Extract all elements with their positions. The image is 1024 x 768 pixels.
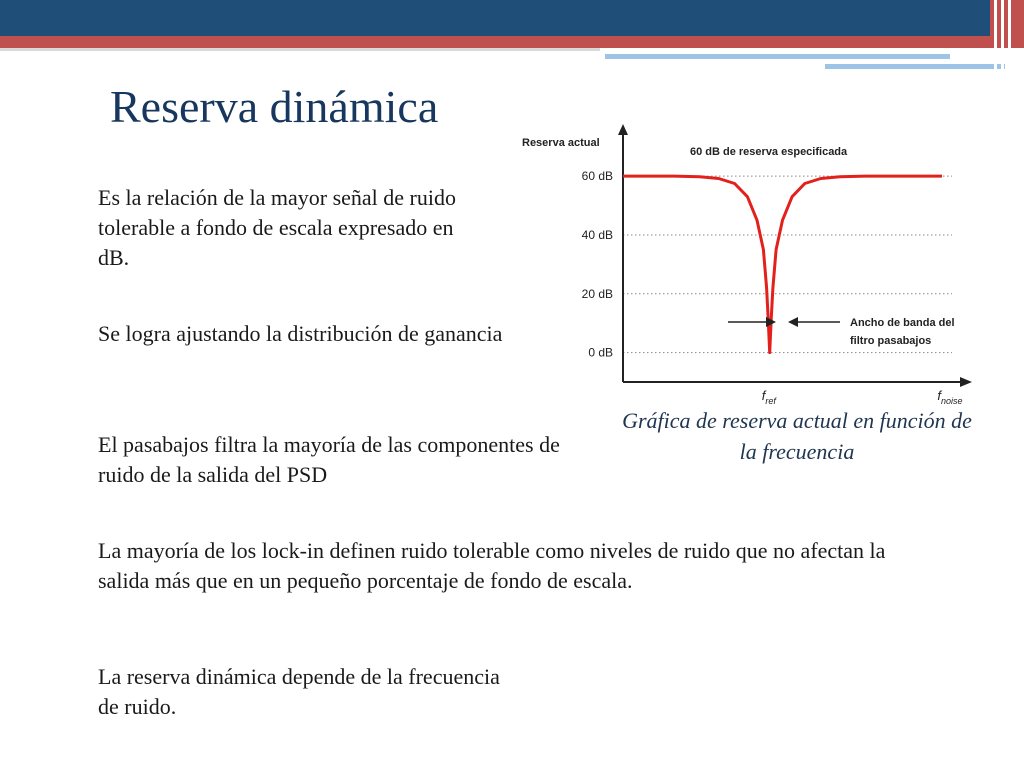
x-label-fnoise: $f_{noise}$ xyxy=(937,388,963,406)
top-annotation: 60 dB de reserva especificada xyxy=(690,146,848,158)
banner-corner-stripe-1 xyxy=(994,0,997,70)
y-axis-arrow xyxy=(618,124,628,135)
banner-blue-band xyxy=(0,0,1024,36)
y-tick-label: 40 dB xyxy=(581,227,613,242)
header-banner xyxy=(0,0,1024,80)
y-axis-label: Reserva actual xyxy=(522,137,600,149)
bandwidth-label-line2: filtro pasabajos xyxy=(850,335,932,347)
bandwidth-arrowhead-right xyxy=(788,317,798,327)
paragraph-lowpass: El pasabajos filtra la mayoría de las componentes de ruido de la salida del PSD xyxy=(98,432,560,487)
chart-caption: Gráfica de reserva actual en función de la frecuencia xyxy=(622,408,972,464)
paragraph-lockin: La mayoría de los lock-in definen ruido tolerable como niveles de ruido que no afectan la salida más que en un pequeño porcentaje de fondo de escala. xyxy=(98,538,886,593)
paragraph-gain: Se logra ajustando la distribución de ganancia xyxy=(98,321,503,346)
paragraph-dependence: La reserva dinámica depende de la frecuencia de ruido. xyxy=(98,664,500,719)
banner-accent-line-1 xyxy=(605,54,950,59)
banner-corner-stripe-3 xyxy=(1008,0,1011,70)
banner-light-line xyxy=(0,48,600,51)
banner-red-stripe xyxy=(0,36,1024,48)
y-tick-label: 0 dB xyxy=(588,345,613,360)
bandwidth-label-line1: Ancho de banda del xyxy=(850,317,955,329)
y-tick-label: 20 dB xyxy=(581,286,613,301)
page-title: Reserva dinámica xyxy=(110,81,439,132)
x-label-fref: $f_{ref}$ xyxy=(761,388,776,406)
x-axis-arrow xyxy=(960,377,972,387)
paragraph-definition: Es la relación de la mayor señal de ruido tolerable a fondo de escala expresado en dB. xyxy=(98,185,456,270)
banner-corner-stripe-2 xyxy=(1001,0,1004,70)
reserve-chart xyxy=(510,120,990,410)
y-tick-label: 60 dB xyxy=(581,169,613,184)
banner-accent-line-2 xyxy=(825,64,1005,69)
